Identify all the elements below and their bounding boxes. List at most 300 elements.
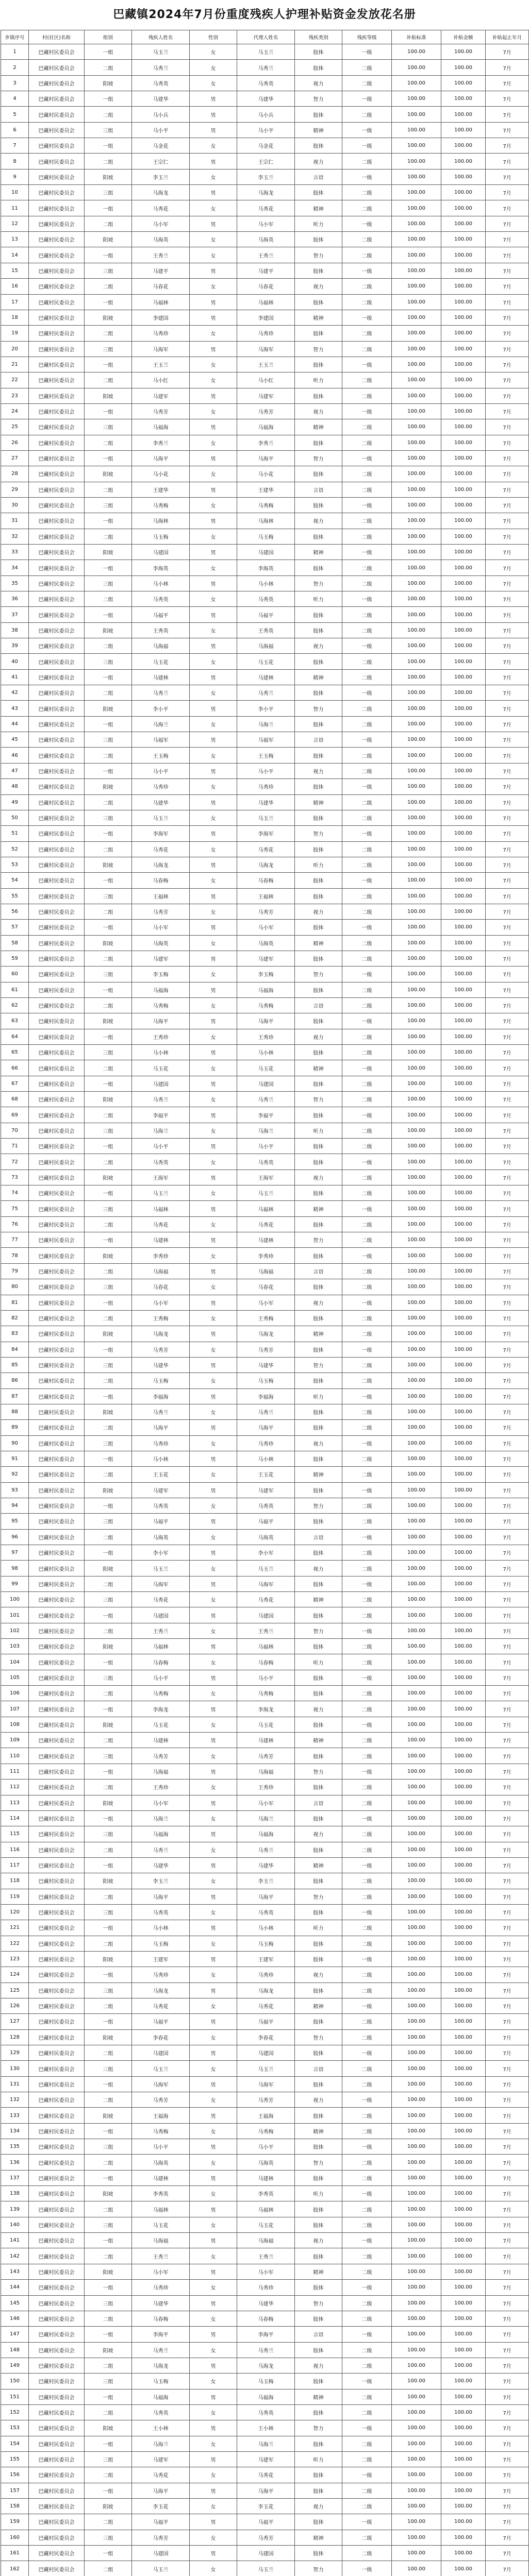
- cell-standard: 100.00: [392, 685, 441, 701]
- cell-group: 二组: [85, 1216, 132, 1232]
- cell-amount: 100.00: [441, 1185, 486, 1201]
- cell-grade: 二级: [342, 841, 392, 857]
- cell-group: 阳坡: [85, 1482, 132, 1498]
- cell-name: 王秀珍: [132, 1780, 190, 1795]
- cell-grade: 一级: [342, 91, 392, 107]
- cell-category: 肢体: [295, 1154, 342, 1170]
- cell-village: 巴藏村民委员会: [29, 1139, 85, 1154]
- cell-village: 巴藏村民委员会: [29, 1357, 85, 1372]
- cell-amount: 100.00: [441, 1529, 486, 1545]
- column-header-name: 残疾人姓名: [132, 30, 190, 44]
- cell-category: 肢体: [295, 1670, 342, 1685]
- cell-period: 7月: [486, 2201, 529, 2217]
- cell-period: 7月: [486, 1717, 529, 1732]
- cell-agent: 王福林: [237, 888, 295, 904]
- cell-category: 肢体: [295, 2342, 342, 2358]
- table-row: [1, 873, 529, 888]
- cell-category: 听力: [295, 2451, 342, 2467]
- cell-name: 马秀梅: [132, 1686, 190, 1701]
- cell-period: 7月: [486, 263, 529, 278]
- cell-gender: 女: [190, 2092, 237, 2108]
- cell-group: 三组: [85, 967, 132, 982]
- cell-gender: 女: [190, 1185, 237, 1201]
- cell-standard: 100.00: [392, 1342, 441, 1357]
- table-row: [1, 763, 529, 778]
- cell-village: 巴藏村民委员会: [29, 435, 85, 450]
- table-row: [1, 2342, 529, 2358]
- cell-serial: 81: [1, 1295, 29, 1310]
- cell-period: 7月: [486, 2342, 529, 2358]
- cell-agent: 马海兰: [237, 1810, 295, 1826]
- cell-grade: 二级: [342, 2201, 392, 2217]
- cell-name: 马海平: [132, 1420, 190, 1435]
- cell-period: 7月: [486, 1279, 529, 1295]
- cell-grade: 二级: [342, 1451, 392, 1466]
- cell-name: 王秀兰: [132, 247, 190, 263]
- cell-agent: 马秀梅: [237, 997, 295, 1013]
- cell-agent: 马金花: [237, 138, 295, 154]
- cell-category: 言语: [295, 482, 342, 497]
- cell-standard: 100.00: [392, 841, 441, 857]
- cell-serial: 73: [1, 1170, 29, 1185]
- cell-grade: 一级: [342, 1623, 392, 1638]
- cell-name: 李海平: [132, 2327, 190, 2342]
- cell-grade: 二级: [342, 2029, 392, 2045]
- table-row: [1, 2061, 529, 2076]
- cell-serial: 156: [1, 2467, 29, 2483]
- cell-standard: 100.00: [392, 1154, 441, 1170]
- cell-serial: 84: [1, 1342, 29, 1357]
- cell-serial: 37: [1, 607, 29, 622]
- cell-amount: 100.00: [441, 1686, 486, 1701]
- cell-agent: 马秀梅: [237, 497, 295, 513]
- cell-amount: 100.00: [441, 1420, 486, 1435]
- cell-amount: 100.00: [441, 2076, 486, 2092]
- cell-group: 二组: [85, 107, 132, 122]
- table-row: [1, 1607, 529, 1623]
- cell-standard: 100.00: [392, 810, 441, 825]
- cell-period: 7月: [486, 2530, 529, 2545]
- cell-name: 马玉梅: [132, 1373, 190, 1388]
- cell-agent: 马建林: [237, 1232, 295, 1248]
- cell-gender: 男: [190, 513, 237, 529]
- cell-standard: 100.00: [392, 2123, 441, 2139]
- cell-group: 一组: [85, 1654, 132, 1670]
- cell-amount: 100.00: [441, 2498, 486, 2514]
- cell-period: 7月: [486, 2061, 529, 2076]
- table-row: [1, 2404, 529, 2420]
- table-row: [1, 1967, 529, 1982]
- cell-grade: 二级: [342, 1842, 392, 1857]
- cell-gender: 男: [190, 857, 237, 872]
- table-row: [1, 372, 529, 388]
- table-row: [1, 294, 529, 310]
- cell-village: 巴藏村民委员会: [29, 1482, 85, 1498]
- cell-serial: 116: [1, 1842, 29, 1857]
- cell-group: 三组: [85, 654, 132, 669]
- cell-village: 巴藏村民委员会: [29, 2404, 85, 2420]
- cell-gender: 男: [190, 2201, 237, 2217]
- cell-grade: 二级: [342, 2295, 392, 2311]
- table-row: [1, 732, 529, 748]
- cell-village: 巴藏村民委员会: [29, 1982, 85, 1998]
- cell-category: 肢体: [295, 2546, 342, 2561]
- cell-grade: 二级: [342, 1279, 392, 1295]
- cell-grade: 二级: [342, 1982, 392, 1998]
- cell-gender: 女: [190, 1654, 237, 1670]
- cell-group: 二组: [85, 794, 132, 810]
- cell-period: 7月: [486, 1498, 529, 1513]
- cell-category: 肢体: [295, 685, 342, 701]
- cell-category: 视力: [295, 638, 342, 654]
- cell-amount: 100.00: [441, 1639, 486, 1654]
- cell-period: 7月: [486, 1826, 529, 1842]
- cell-standard: 100.00: [392, 2561, 441, 2576]
- cell-standard: 100.00: [392, 91, 441, 107]
- cell-serial: 11: [1, 200, 29, 216]
- table-row: [1, 216, 529, 231]
- cell-village: 巴藏村民委员会: [29, 1795, 85, 1810]
- cell-grade: 二级: [342, 200, 392, 216]
- document-title: 巴藏镇2024年7月份重度残疾人护理补贴资金发放花名册: [113, 8, 416, 21]
- cell-grade: 二级: [342, 1780, 392, 1795]
- cell-group: 一组: [85, 1607, 132, 1623]
- table-body: [1, 44, 529, 2576]
- cell-standard: 100.00: [392, 2092, 441, 2108]
- table-row: [1, 904, 529, 919]
- cell-serial: 111: [1, 1764, 29, 1779]
- cell-period: 7月: [486, 1889, 529, 1904]
- cell-grade: 二级: [342, 1920, 392, 1936]
- cell-village: 巴藏村民委员会: [29, 1639, 85, 1654]
- cell-gender: 女: [190, 2248, 237, 2264]
- cell-name: 马秀兰: [132, 2342, 190, 2358]
- cell-grade: 一级: [342, 2280, 392, 2295]
- cell-name: 马秀英: [132, 2404, 190, 2420]
- cell-agent: 马福平: [237, 607, 295, 622]
- cell-gender: 女: [190, 873, 237, 888]
- cell-grade: 一级: [342, 1013, 392, 1029]
- cell-gender: 男: [190, 2264, 237, 2279]
- cell-village: 巴藏村民委员会: [29, 247, 85, 263]
- cell-grade: 一级: [342, 873, 392, 888]
- table-row: [1, 1357, 529, 1372]
- cell-village: 巴藏村民委员会: [29, 638, 85, 654]
- cell-gender: 女: [190, 2311, 237, 2326]
- cell-period: 7月: [486, 1170, 529, 1185]
- cell-serial: 101: [1, 1607, 29, 1623]
- cell-village: 巴藏村民委员会: [29, 2451, 85, 2467]
- cell-standard: 100.00: [392, 1889, 441, 1904]
- cell-serial: 80: [1, 1279, 29, 1295]
- cell-name: 马小平: [132, 1139, 190, 1154]
- cell-group: 二组: [85, 154, 132, 169]
- cell-name: 马海龙: [132, 2358, 190, 2373]
- cell-group: 阳坡: [85, 466, 132, 482]
- table-row: [1, 2045, 529, 2061]
- cell-period: 7月: [486, 607, 529, 622]
- cell-agent: 马海平: [237, 2483, 295, 2498]
- cell-village: 巴藏村民委员会: [29, 1029, 85, 1044]
- cell-group: 二组: [85, 1420, 132, 1435]
- cell-period: 7月: [486, 2420, 529, 2436]
- cell-period: 7月: [486, 904, 529, 919]
- cell-agent: 马海英: [237, 2155, 295, 2170]
- cell-period: 7月: [486, 2155, 529, 2170]
- cell-gender: 女: [190, 654, 237, 669]
- cell-village: 巴藏村民委员会: [29, 575, 85, 591]
- cell-gender: 女: [190, 1373, 237, 1388]
- cell-group: 二组: [85, 1060, 132, 1076]
- cell-name: 马秀兰: [132, 1092, 190, 1107]
- cell-period: 7月: [486, 1310, 529, 1326]
- cell-category: 肢体: [295, 1139, 342, 1154]
- cell-gender: 女: [190, 1873, 237, 1889]
- cell-grade: 二级: [342, 2170, 392, 2185]
- cell-gender: 女: [190, 716, 237, 732]
- cell-name: 马春梅: [132, 873, 190, 888]
- cell-village: 巴藏村民委员会: [29, 1076, 85, 1091]
- cell-group: 二组: [85, 216, 132, 231]
- cell-amount: 100.00: [441, 2248, 486, 2264]
- cell-name: 马福林: [132, 1639, 190, 1654]
- cell-grade: 二级: [342, 247, 392, 263]
- cell-amount: 100.00: [441, 1170, 486, 1185]
- table-row: [1, 1748, 529, 1764]
- cell-group: 三组: [85, 1670, 132, 1685]
- cell-category: 肢体: [295, 1342, 342, 1357]
- cell-period: 7月: [486, 2358, 529, 2373]
- cell-name: 王福林: [132, 888, 190, 904]
- cell-name: 马海兰: [132, 2436, 190, 2451]
- cell-agent: 马海龙: [237, 1982, 295, 1998]
- cell-name: 马秀芳: [132, 403, 190, 419]
- cell-standard: 100.00: [392, 2514, 441, 2530]
- cell-amount: 100.00: [441, 951, 486, 966]
- cell-gender: 女: [190, 1216, 237, 1232]
- cell-name: 马秀英: [132, 75, 190, 91]
- cell-group: 一组: [85, 1232, 132, 1248]
- cell-serial: 16: [1, 279, 29, 294]
- cell-name: 马海平: [132, 1013, 190, 1029]
- cell-gender: 女: [190, 1717, 237, 1732]
- cell-category: 智力: [295, 247, 342, 263]
- cell-group: 三组: [85, 497, 132, 513]
- table-row: [1, 1482, 529, 1498]
- cell-serial: 20: [1, 341, 29, 357]
- table-row: [1, 1404, 529, 1419]
- cell-period: 7月: [486, 1451, 529, 1466]
- table-row: [1, 2248, 529, 2264]
- cell-category: 肢体: [295, 1686, 342, 1701]
- cell-agent: 马建国: [237, 1076, 295, 1091]
- cell-period: 7月: [486, 482, 529, 497]
- cell-village: 巴藏村民委员会: [29, 2546, 85, 2561]
- cell-name: 马建国: [132, 1607, 190, 1623]
- cell-village: 巴藏村民委员会: [29, 2374, 85, 2389]
- cell-serial: 120: [1, 1904, 29, 1920]
- cell-grade: 二级: [342, 2483, 392, 2498]
- cell-group: 三组: [85, 732, 132, 748]
- cell-gender: 女: [190, 1561, 237, 1576]
- cell-standard: 100.00: [392, 450, 441, 466]
- cell-grade: 二级: [342, 1701, 392, 1717]
- cell-village: 巴藏村民委员会: [29, 716, 85, 732]
- cell-category: 肢体: [295, 326, 342, 341]
- cell-agent: 马小红: [237, 372, 295, 388]
- table-row: [1, 232, 529, 247]
- cell-village: 巴藏村民委员会: [29, 1592, 85, 1607]
- cell-name: 马海军: [132, 341, 190, 357]
- cell-gender: 女: [190, 279, 237, 294]
- cell-amount: 100.00: [441, 2264, 486, 2279]
- cell-serial: 64: [1, 1029, 29, 1044]
- cell-standard: 100.00: [392, 997, 441, 1013]
- cell-village: 巴藏村民委员会: [29, 2201, 85, 2217]
- cell-name: 马玉梅: [132, 1936, 190, 1951]
- cell-period: 7月: [486, 1639, 529, 1654]
- cell-grade: 一级: [342, 545, 392, 560]
- cell-category: 肢体: [295, 1576, 342, 1591]
- cell-gender: 女: [190, 2280, 237, 2295]
- cell-category: 肢体: [295, 982, 342, 997]
- cell-name: 李秀兰: [132, 435, 190, 450]
- cell-category: 精神: [295, 669, 342, 685]
- cell-name: 马玉兰: [132, 1561, 190, 1576]
- cell-village: 巴藏村民委员会: [29, 326, 85, 341]
- cell-standard: 100.00: [392, 1373, 441, 1388]
- cell-period: 7月: [486, 1795, 529, 1810]
- cell-period: 7月: [486, 841, 529, 857]
- cell-agent: 马秀英: [237, 1904, 295, 1920]
- table-row: [1, 794, 529, 810]
- cell-standard: 100.00: [392, 2108, 441, 2123]
- cell-name: 马秀梅: [132, 497, 190, 513]
- cell-village: 巴藏村民委员会: [29, 60, 85, 75]
- cell-serial: 42: [1, 685, 29, 701]
- cell-period: 7月: [486, 450, 529, 466]
- cell-gender: 女: [190, 622, 237, 638]
- cell-category: 视力: [295, 2498, 342, 2514]
- cell-grade: 二级: [342, 1263, 392, 1279]
- cell-name: 马春花: [132, 279, 190, 294]
- cell-village: 巴藏村民委员会: [29, 185, 85, 200]
- table-row: [1, 2029, 529, 2045]
- cell-serial: 78: [1, 1248, 29, 1263]
- cell-grade: 二级: [342, 2311, 392, 2326]
- cell-serial: 113: [1, 1795, 29, 1810]
- cell-name: 马海林: [132, 513, 190, 529]
- cell-serial: 48: [1, 779, 29, 794]
- cell-agent: 马建军: [237, 1482, 295, 1498]
- cell-period: 7月: [486, 372, 529, 388]
- cell-village: 巴藏村民委员会: [29, 2076, 85, 2092]
- cell-amount: 100.00: [441, 982, 486, 997]
- cell-gender: 女: [190, 1686, 237, 1701]
- cell-village: 巴藏村民委员会: [29, 1780, 85, 1795]
- cell-grade: 一级: [342, 44, 392, 60]
- cell-group: 三组: [85, 810, 132, 825]
- cell-category: 精神: [295, 545, 342, 560]
- cell-serial: 104: [1, 1654, 29, 1670]
- cell-agent: 马建国: [237, 2045, 295, 2061]
- cell-grade: 二级: [342, 1216, 392, 1232]
- cell-category: 肢体: [295, 607, 342, 622]
- cell-category: 精神: [295, 935, 342, 951]
- cell-amount: 100.00: [441, 2420, 486, 2436]
- table-row: [1, 169, 529, 184]
- cell-period: 7月: [486, 575, 529, 591]
- cell-serial: 1: [1, 44, 29, 60]
- cell-agent: 马福军: [237, 732, 295, 748]
- cell-serial: 115: [1, 1826, 29, 1842]
- cell-serial: 79: [1, 1263, 29, 1279]
- cell-period: 7月: [486, 716, 529, 732]
- cell-category: 视力: [295, 2092, 342, 2108]
- cell-category: 肢体: [295, 622, 342, 638]
- cell-period: 7月: [486, 1388, 529, 1404]
- table-row: [1, 1216, 529, 1232]
- cell-standard: 100.00: [392, 1795, 441, 1810]
- table-row: [1, 591, 529, 607]
- table-row: [1, 1670, 529, 1685]
- cell-group: 阳坡: [85, 1326, 132, 1342]
- cell-group: 一组: [85, 1857, 132, 1873]
- cell-standard: 100.00: [392, 2295, 441, 2311]
- cell-village: 巴藏村民委员会: [29, 763, 85, 778]
- cell-category: 听力: [295, 216, 342, 231]
- cell-category: 视力: [295, 154, 342, 169]
- cell-group: 一组: [85, 44, 132, 60]
- cell-amount: 100.00: [441, 732, 486, 748]
- cell-standard: 100.00: [392, 951, 441, 966]
- cell-village: 巴藏村民委员会: [29, 1717, 85, 1732]
- cell-agent: 王玉兰: [237, 357, 295, 372]
- cell-name: 马秀兰: [132, 1842, 190, 1857]
- cell-amount: 100.00: [441, 1107, 486, 1123]
- cell-village: 巴藏村民委员会: [29, 1373, 85, 1388]
- cell-amount: 100.00: [441, 2530, 486, 2545]
- cell-village: 巴藏村民委员会: [29, 1936, 85, 1951]
- cell-group: 阳坡: [85, 1639, 132, 1654]
- cell-category: 视力: [295, 403, 342, 419]
- cell-village: 巴藏村民委员会: [29, 1060, 85, 1076]
- table-row: [1, 2014, 529, 2029]
- cell-village: 巴藏村民委员会: [29, 1686, 85, 1701]
- cell-category: 肢体: [295, 1107, 342, 1123]
- cell-amount: 100.00: [441, 294, 486, 310]
- cell-standard: 100.00: [392, 232, 441, 247]
- cell-agent: 王建华: [237, 482, 295, 497]
- cell-name: 马福海: [132, 2389, 190, 2404]
- cell-gender: 男: [190, 1388, 237, 1404]
- cell-agent: 马秀花: [237, 2467, 295, 2483]
- cell-agent: 马建华: [237, 1857, 295, 1873]
- cell-group: 阳坡: [85, 310, 132, 325]
- cell-agent: 马海英: [237, 1529, 295, 1545]
- cell-period: 7月: [486, 1607, 529, 1623]
- cell-amount: 100.00: [441, 450, 486, 466]
- cell-amount: 100.00: [441, 372, 486, 388]
- cell-name: 马秀梅: [132, 2123, 190, 2139]
- cell-category: 肢体: [295, 44, 342, 60]
- cell-group: 一组: [85, 1185, 132, 1201]
- cell-gender: 女: [190, 591, 237, 607]
- cell-standard: 100.00: [392, 545, 441, 560]
- table-row: [1, 2217, 529, 2232]
- cell-amount: 100.00: [441, 91, 486, 107]
- cell-standard: 100.00: [392, 1764, 441, 1779]
